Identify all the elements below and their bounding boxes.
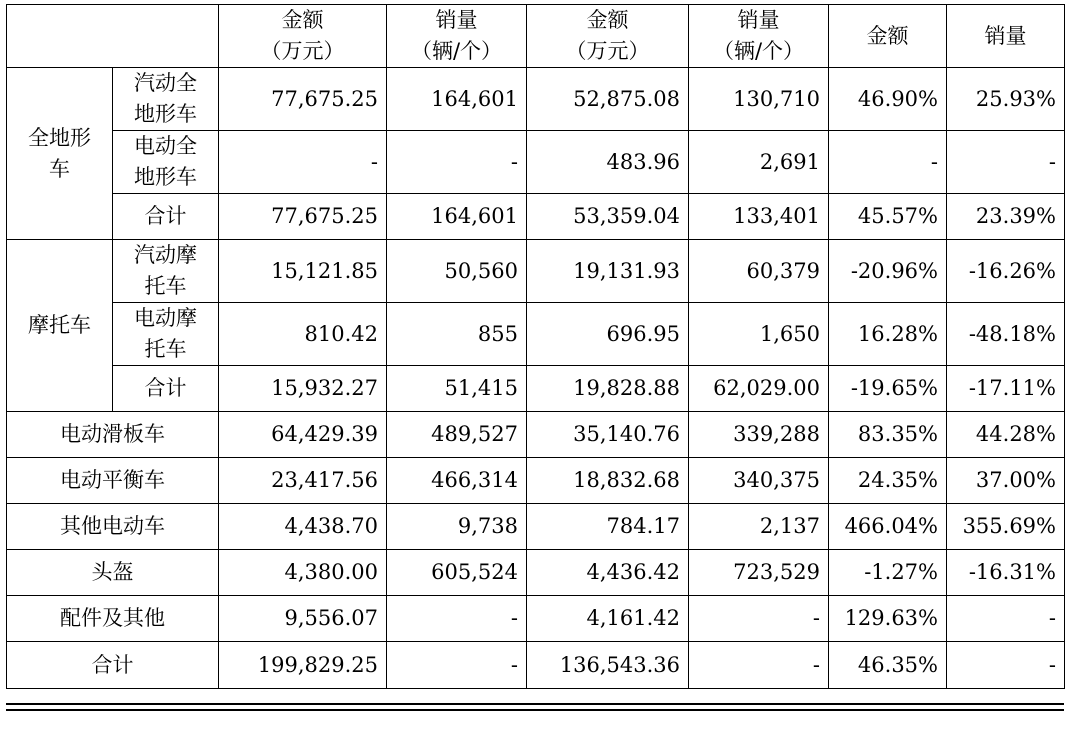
table-row (7, 68, 1065, 131)
cell-quantity-2: 340,375 (689, 458, 829, 504)
cell-amount-2: 136,543.36 (527, 642, 689, 689)
cell-quantity-change: -16.31% (947, 550, 1065, 596)
cell-quantity-1: 50,560 (387, 240, 527, 303)
cell-quantity-2: 339,288 (689, 412, 829, 458)
cell-quantity-1: 489,527 (387, 412, 527, 458)
cell-quantity-2: 62,029.00 (689, 366, 829, 412)
cell-amount-1: 4,438.70 (219, 504, 387, 550)
row-label: 合计 (113, 194, 219, 240)
cell-amount-change: -19.65% (829, 366, 947, 412)
cell-quantity-change: - (947, 596, 1065, 642)
cell-quantity-change: - (947, 642, 1065, 689)
row-label: 电动平衡车 (7, 458, 219, 504)
cell-quantity-change: 44.28% (947, 412, 1065, 458)
cell-amount-1: - (219, 131, 387, 194)
cell-amount-change: 46.35% (829, 642, 947, 689)
cell-quantity-1: 164,601 (387, 68, 527, 131)
table-row (7, 366, 1065, 412)
cell-amount-change: -20.96% (829, 240, 947, 303)
table-row (7, 412, 1065, 458)
row-label: 头盔 (7, 550, 219, 596)
table-row (7, 458, 1065, 504)
cell-amount-2: 18,832.68 (527, 458, 689, 504)
cell-amount-2: 35,140.76 (527, 412, 689, 458)
cell-quantity-2: - (689, 642, 829, 689)
header-row (7, 5, 1065, 68)
row-label: 电动摩 托车 (113, 303, 219, 366)
cell-amount-2: 19,131.93 (527, 240, 689, 303)
group-label-motorcycle: 摩托车 (7, 240, 113, 412)
cell-amount-1: 77,675.25 (219, 194, 387, 240)
header-quantity-1: 销量 （辆/个） (387, 5, 527, 68)
cell-amount-1: 4,380.00 (219, 550, 387, 596)
row-label: 合计 (7, 642, 219, 689)
cell-amount-2: 696.95 (527, 303, 689, 366)
cell-amount-change: - (829, 131, 947, 194)
cell-amount-1: 77,675.25 (219, 68, 387, 131)
cell-amount-change: 16.28% (829, 303, 947, 366)
cell-amount-1: 810.42 (219, 303, 387, 366)
header-corner (7, 5, 219, 68)
cell-amount-change: 466.04% (829, 504, 947, 550)
cell-amount-change: 129.63% (829, 596, 947, 642)
table-row (7, 596, 1065, 642)
header-quantity-2: 销量 （辆/个） (689, 5, 829, 68)
table-row (7, 240, 1065, 303)
header-amount-1: 金额 （万元） (219, 5, 387, 68)
cell-amount-change: -1.27% (829, 550, 947, 596)
sales-table (6, 4, 1065, 689)
cell-amount-1: 23,417.56 (219, 458, 387, 504)
cell-amount-2: 19,828.88 (527, 366, 689, 412)
cell-quantity-1: - (387, 131, 527, 194)
cell-quantity-1: - (387, 596, 527, 642)
cell-quantity-1: - (387, 642, 527, 689)
table-row-total (7, 642, 1065, 689)
cell-quantity-2: - (689, 596, 829, 642)
cell-amount-change: 24.35% (829, 458, 947, 504)
cell-amount-change: 45.57% (829, 194, 947, 240)
cell-quantity-2: 60,379 (689, 240, 829, 303)
row-label: 配件及其他 (7, 596, 219, 642)
header-amount-change: 金额 (829, 5, 947, 68)
cell-amount-1: 64,429.39 (219, 412, 387, 458)
cell-quantity-1: 51,415 (387, 366, 527, 412)
cell-quantity-change: 355.69% (947, 504, 1065, 550)
cell-quantity-1: 605,524 (387, 550, 527, 596)
table-row (7, 504, 1065, 550)
bottom-rule-upper (6, 703, 1064, 705)
cell-quantity-change: - (947, 131, 1065, 194)
cell-quantity-2: 133,401 (689, 194, 829, 240)
cell-amount-1: 9,556.07 (219, 596, 387, 642)
cell-quantity-change: 23.39% (947, 194, 1065, 240)
cell-quantity-2: 130,710 (689, 68, 829, 131)
cell-amount-2: 784.17 (527, 504, 689, 550)
row-label: 电动全 地形车 (113, 131, 219, 194)
cell-quantity-2: 723,529 (689, 550, 829, 596)
cell-amount-1: 199,829.25 (219, 642, 387, 689)
cell-quantity-2: 2,137 (689, 504, 829, 550)
header-quantity-change: 销量 (947, 5, 1065, 68)
table-row (7, 131, 1065, 194)
cell-quantity-change: -16.26% (947, 240, 1065, 303)
row-label: 其他电动车 (7, 504, 219, 550)
group-label-atv: 全地形 车 (7, 68, 113, 240)
cell-amount-2: 4,161.42 (527, 596, 689, 642)
cell-quantity-2: 2,691 (689, 131, 829, 194)
table-row (7, 194, 1065, 240)
cell-quantity-1: 466,314 (387, 458, 527, 504)
row-label: 合计 (113, 366, 219, 412)
cell-amount-2: 483.96 (527, 131, 689, 194)
row-label: 汽动摩 托车 (113, 240, 219, 303)
cell-quantity-1: 855 (387, 303, 527, 366)
sales-table-container (6, 4, 1064, 689)
cell-amount-change: 46.90% (829, 68, 947, 131)
cell-amount-2: 4,436.42 (527, 550, 689, 596)
cell-amount-1: 15,121.85 (219, 240, 387, 303)
cell-amount-1: 15,932.27 (219, 366, 387, 412)
cell-amount-2: 53,359.04 (527, 194, 689, 240)
cell-amount-change: 83.35% (829, 412, 947, 458)
cell-quantity-change: 37.00% (947, 458, 1065, 504)
cell-quantity-change: -48.18% (947, 303, 1065, 366)
cell-quantity-1: 9,738 (387, 504, 527, 550)
bottom-rule-lower (6, 709, 1064, 711)
header-amount-2: 金额 （万元） (527, 5, 689, 68)
cell-quantity-1: 164,601 (387, 194, 527, 240)
cell-quantity-2: 1,650 (689, 303, 829, 366)
cell-quantity-change: 25.93% (947, 68, 1065, 131)
table-row (7, 303, 1065, 366)
cell-amount-2: 52,875.08 (527, 68, 689, 131)
cell-quantity-change: -17.11% (947, 366, 1065, 412)
table-row (7, 550, 1065, 596)
row-label: 电动滑板车 (7, 412, 219, 458)
row-label: 汽动全 地形车 (113, 68, 219, 131)
